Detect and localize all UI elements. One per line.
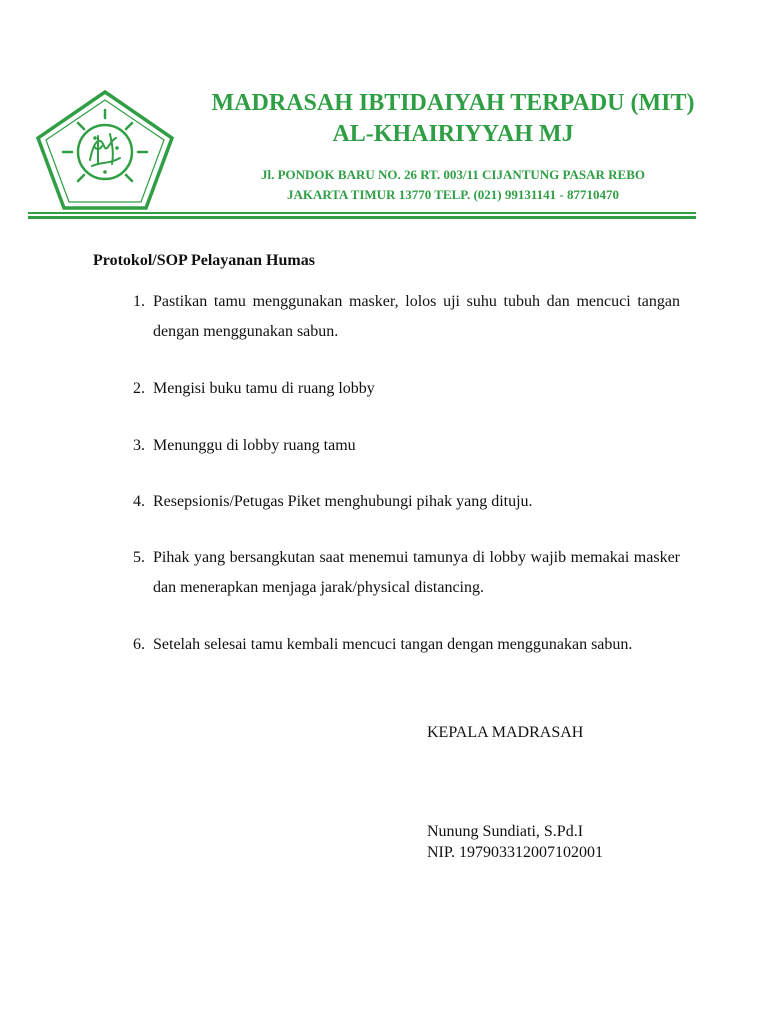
document-title: Protokol/SOP Pelayanan Humas [93, 252, 315, 269]
procedure-step [115, 630, 680, 660]
school-name-line-2: AL-KHAIRIYYAH MJ [332, 121, 574, 147]
header-divider-thin [28, 212, 696, 214]
step-text: Mengisi buku tamu di ruang lobby [153, 380, 375, 397]
procedure-step [115, 374, 680, 404]
pentagon-emblem-icon [34, 88, 176, 212]
procedure-step [115, 487, 680, 517]
signatory-nip: NIP. 197903312007102001 [427, 844, 604, 861]
procedure-step [115, 431, 680, 461]
school-name-line-1: MADRASAH IBTIDAIYAH TERPADU (MIT) [211, 90, 695, 116]
procedure-step [115, 287, 680, 347]
step-text: Pihak yang bersangkutan saat menemui tamunya di lobby wajib memakai masker dan menerapkan menjaga jarak/physical distancing. [153, 549, 680, 596]
signatory-name: Nunung Sundiati, S.Pd.I [427, 823, 584, 840]
address-line-2: JAKARTA TIMUR 13770 TELP. (021) 99131141 - 87710470 [286, 187, 620, 202]
signature-position: KEPALA MADRASAH [427, 724, 584, 741]
step-number: 1. [133, 293, 145, 310]
step-text: Setelah selesai tamu kembali mencuci tangan dengan menggunakan sabun. [153, 636, 633, 653]
step-number: 5. [133, 549, 145, 566]
step-text: Resepsionis/Petugas Piket menghubungi pihak yang dituju. [153, 493, 533, 510]
step-number: 4. [133, 493, 145, 510]
procedure-step [115, 543, 680, 603]
step-text: Pastikan tamu menggunakan masker, lolos uji suhu tubuh dan mencuci tangan dengan menggunakan sabun. [153, 293, 680, 340]
step-number: 2. [133, 380, 145, 397]
step-text: Menunggu di lobby ruang tamu [153, 437, 356, 454]
step-number: 3. [133, 437, 145, 454]
address-line-1: Jl. PONDOK BARU NO. 26 RT. 003/11 CIJANTUNG PASAR REBO [260, 167, 646, 182]
header-divider-thick [28, 216, 696, 219]
step-number: 6. [133, 636, 145, 653]
